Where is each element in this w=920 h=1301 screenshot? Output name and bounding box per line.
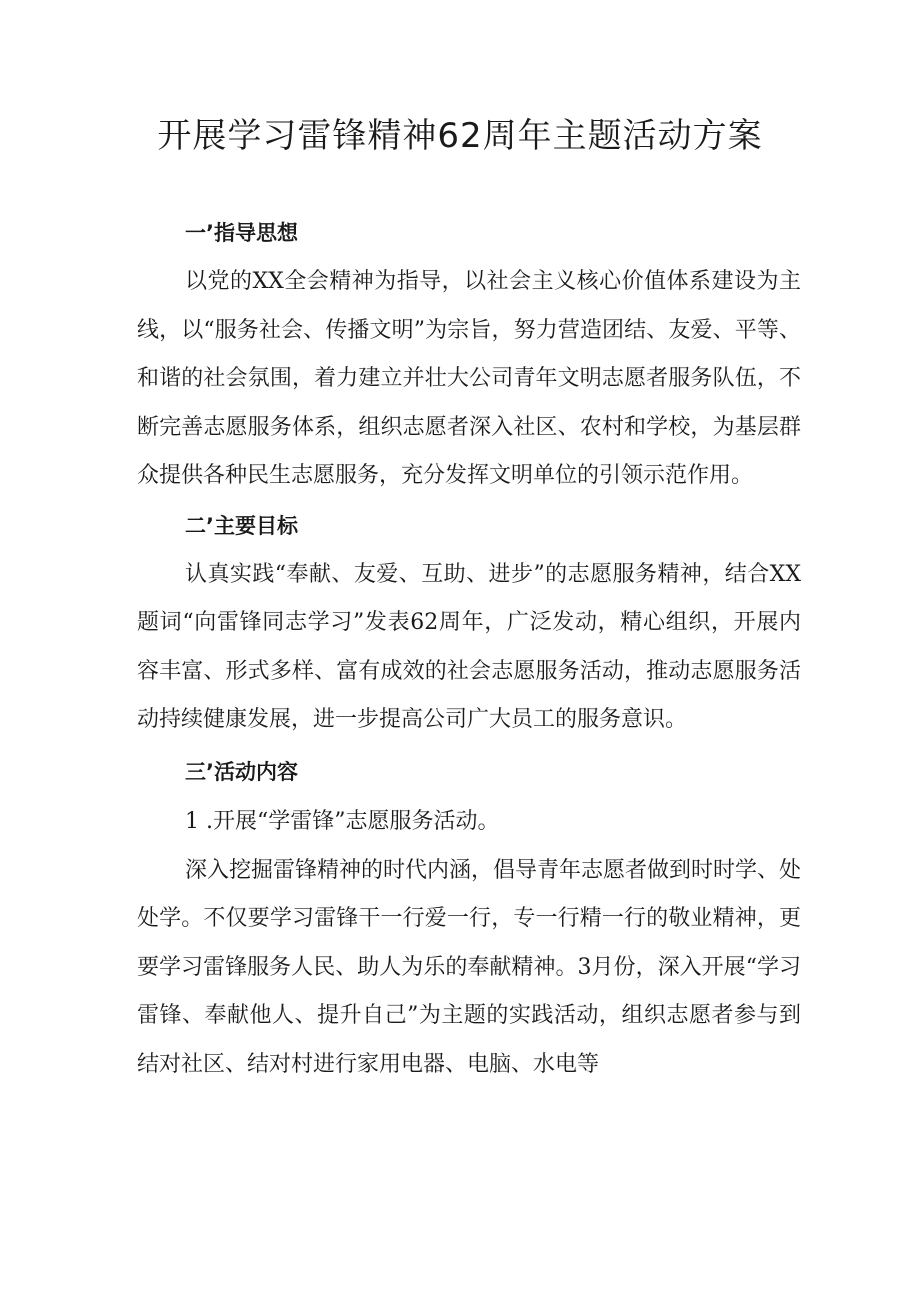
- section-paragraph: 认真实践“奉献、友爱、互助、进步”的志愿服务精神，结合XX题词“向雷锋同志学习”发表62周年，广泛发动，精心组织，开展内容丰富、形式多样、富有成效的社会志愿服务活动，推动志愿服务活动持续健康发展，进一步提高公司广大员工的服务意识。: [137, 561, 801, 732]
- section-heading: 一’指导思想: [185, 221, 298, 245]
- section-main-goals: [137, 501, 801, 745]
- document-title: 开展学习雷锋精神62周年主题活动方案: [157, 116, 763, 156]
- list-item: 1 .开展“学雷锋”志愿服务活动。: [185, 808, 500, 834]
- section-heading: 三’活动内容: [185, 759, 298, 784]
- section-paragraph: 以党的XX全会精神为指导，以社会主义核心价值体系建设为主线，以“服务社会、传播文明”为宗旨，努力营造团结、友爱、平等、和谐的社会氛围，着力建立并壮大公司青年文明志愿者服务队伍，不断完善志愿服务体系，组织志愿者深入社区、农村和学校，为基层群众提供各种民生志愿服务，充分发挥文明单位的引领示范作用。: [137, 269, 801, 488]
- section-paragraph: 深入挖掘雷锋精神的时代内涵，倡导青年志愿者做到时时学、处处学。不仅要学习雷锋干一行爱一行，专一行精一行的敬业精神，更要学习雷锋服务人民、助人为乐的奉献精神。3月份，深入开展“学习雷锋、奉献他人、提升自己”为主题的实践活动，组织志愿者参与到结对社区、结对村进行家用电器、电脑、水电等: [137, 857, 802, 1077]
- document-body: [137, 208, 801, 1089]
- section-heading: 二’主要目标: [185, 513, 298, 538]
- section-guiding-ideology: [137, 208, 801, 501]
- section-activity-content: [137, 745, 801, 1090]
